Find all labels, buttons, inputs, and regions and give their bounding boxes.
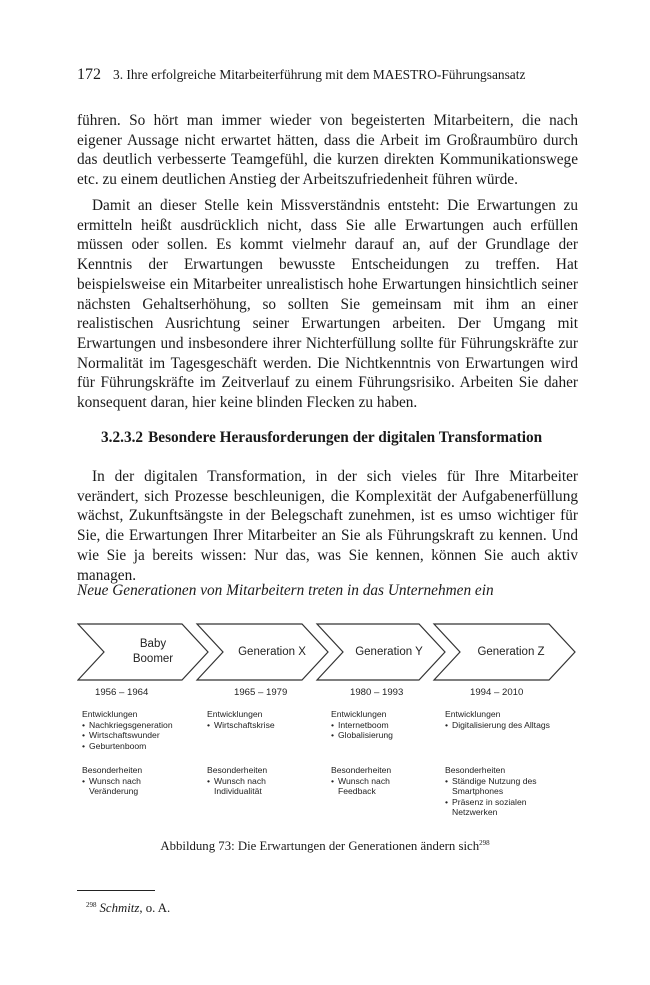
running-header <box>77 66 577 84</box>
chevron-label-generation-x: Generation X <box>238 646 306 658</box>
years-baby-boomer: 1956 – 1964 <box>95 687 149 698</box>
section-title: Besondere Herausforderungen der digitalen Transformation <box>148 429 543 446</box>
specifics-label: Besonderheiten <box>82 765 143 775</box>
specifics-block <box>207 765 317 797</box>
specifics-list <box>445 776 560 818</box>
footnote-number: 298 <box>86 901 97 909</box>
footnote <box>86 901 170 916</box>
caption-footnote-ref: 298 <box>479 839 490 847</box>
specifics-block <box>445 765 560 818</box>
years-generation-z: 1994 – 2010 <box>470 687 524 698</box>
list-item: • Wunsch nach Individualität <box>207 776 284 797</box>
developments-list <box>82 720 202 752</box>
footnote-rule <box>77 890 155 891</box>
list-item: • Wunsch nach Feedback <box>331 776 403 797</box>
developments-label: Entwicklungen <box>82 709 138 719</box>
footnote-rest: , o. A. <box>139 901 171 915</box>
list-item: • Internetboom <box>331 720 441 731</box>
specifics-list <box>331 776 441 797</box>
developments-list <box>445 720 575 731</box>
list-item: • Geburtenboom <box>82 741 202 752</box>
specifics-label: Besonderheiten <box>331 765 392 775</box>
list-item: • Wirtschaftskrise <box>207 720 317 731</box>
section-heading <box>101 429 542 447</box>
column-generation-z <box>445 709 575 818</box>
list-item: • Wunsch nach Veränderung <box>82 776 159 797</box>
specifics-list <box>82 776 192 797</box>
column-generation-y <box>331 709 441 797</box>
chevron-label-baby-boomer: Baby Boomer <box>132 638 174 665</box>
developments-label: Entwicklungen <box>207 709 263 719</box>
specifics-block <box>82 765 192 797</box>
list-item: • Ständige Nutzung des Smartphones <box>445 776 557 797</box>
subheading: Neue Generationen von Mitarbeitern treten in das Unternehmen ein <box>77 582 494 599</box>
developments-label: Entwicklungen <box>445 709 501 719</box>
column-baby-boomer <box>82 709 202 797</box>
generations-figure <box>77 623 577 828</box>
list-item: • Globalisierung <box>331 730 441 741</box>
years-generation-x: 1965 – 1979 <box>234 687 288 698</box>
figure-caption <box>0 839 650 854</box>
list-item: • Digitalisierung des Alltags <box>445 720 575 731</box>
footnote-author: Schmitz <box>99 901 140 915</box>
developments-list <box>207 720 317 731</box>
chevron-label-generation-z: Generation Z <box>477 646 545 658</box>
specifics-label: Besonderheiten <box>445 765 506 775</box>
list-item: • Nachkriegsgeneration <box>82 720 202 731</box>
chevron-label-generation-y: Generation Y <box>355 646 423 658</box>
list-item: • Präsenz in sozialen Netzwerken <box>445 797 552 818</box>
paragraph-3: In der digitalen Transformation, in der sich vieles für Ihre Mitarbeiter verändert, sich Prozesse beschleunigen, die Komplexität der Aufgabenerfüllung wächst, Zukunftsängste in der Belegschaft zunehmen, ist es umso wichtiger für Sie, die Erwartungen Ihrer Mitarbeiter an Sie als Führungskraft zu kennen. Und wie Sie ja bereits wissen: Nur das, was Sie kennen, können Sie auch aktiv managen. <box>77 468 578 584</box>
page-number: 172 <box>77 66 101 83</box>
paragraph-1: führen. So hört man immer wieder von begeisterten Mitarbeitern, die nach eigener Aussage nicht erwartet hätten, dass die Arbeit im Großraumbüro durch das deutlich verbesserte Teamgefühl, die kurzen direkten Kommunikationswege etc. zu einem deutlichen Anstieg der Arbeitszufriedenheit führen würde. <box>77 112 578 189</box>
caption-text: Abbildung 73: Die Erwartungen der Generationen ändern sich <box>160 839 480 853</box>
paragraph-2: Damit an dieser Stelle kein Missverständnis entsteht: Die Erwartungen zu ermitteln heißt ausdrücklich nicht, dass Sie alle Erwartungen auch erfüllen müssen oder sollen. Es kommt vielmehr darauf an, auf der Grundlage der Kenntnis der Erwartungen bewusste Entscheidungen zu treffen. Hat beispielsweise ein Mitarbeiter unrealistisch hohe Erwartungen hinsichtlich seiner nächsten Gehaltserhöhung, so sollten Sie gemeinsam mit ihm an einer realistischen Ausrichtung seiner Erwartungen arbeiten. Der Umgang mit Erwartungen und insbesondere ihrer Nichterfüllung sollte für Führungskräfte zur Normalität im Tagesgeschäft werden. Die Nichtkenntnis von Erwartungen wird für Führungskräfte im Zeitverlauf zu einem Führungsrisiko. Arbeiten Sie daher konsequent daran, hier keine blinden Flecken zu haben. <box>77 197 578 412</box>
developments-list <box>331 720 441 741</box>
developments-label: Entwicklungen <box>331 709 387 719</box>
section-number: 3.2.3.2 <box>101 429 144 446</box>
specifics-block <box>331 765 441 797</box>
years-generation-y: 1980 – 1993 <box>350 687 404 698</box>
list-item: • Wirtschaftswunder <box>82 730 202 741</box>
specifics-label: Besonderheiten <box>207 765 268 775</box>
column-generation-x <box>207 709 317 797</box>
running-title: 3. Ihre erfolgreiche Mitarbeiterführung mit dem MAESTRO-Führungsansatz <box>113 67 526 82</box>
specifics-list <box>207 776 317 797</box>
